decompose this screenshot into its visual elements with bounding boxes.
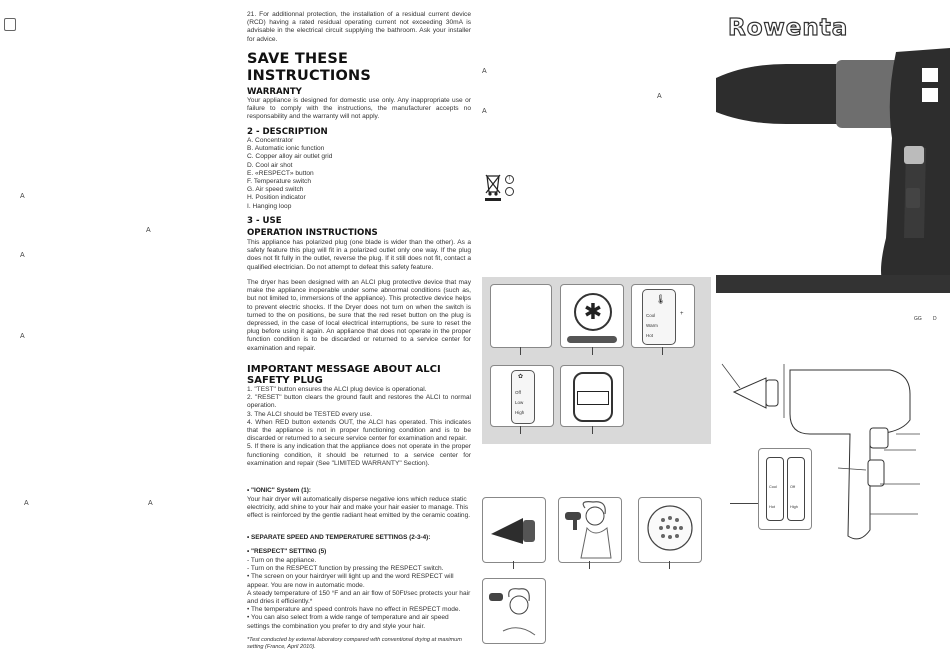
label-cool: Cool (646, 313, 656, 318)
fan-icon: ✿ (518, 374, 524, 380)
warranty-title: WARRANTY (247, 87, 302, 97)
leader-line (730, 503, 758, 504)
respect-screen (567, 336, 617, 343)
temperature-panel (642, 289, 676, 345)
label-warm: Warm (646, 323, 658, 328)
figure-drying-box (558, 497, 622, 563)
alci-item: 1. "TEST" button ensures the ALCI plug device is operational. (247, 386, 427, 393)
description-item: C. Copper alloy air outlet grid (247, 153, 333, 161)
label-hot: Hot (646, 333, 654, 338)
description-item: G. Air speed switch (247, 186, 304, 194)
weee-recycle-icon (483, 172, 503, 202)
respect-line: A steady temperature of 150 °F and an air flow of 50Ft/sec protects your hair and dries it efficiently.* (247, 589, 471, 606)
thermometer-icon: 🌡 (655, 294, 667, 304)
control-panel-inset (758, 448, 812, 530)
corner-tab (4, 18, 16, 31)
ionic-title: • "IONIC" System (1): (247, 487, 312, 494)
margin-mark: A (482, 68, 487, 75)
figure-speed-box (490, 365, 554, 427)
plus-icon: + (680, 311, 684, 317)
figure-panel (482, 277, 711, 444)
operation-title: OPERATION INSTRUCTIONS (247, 228, 378, 238)
inset-label-high: High (790, 505, 798, 509)
separate-settings-title: • SEPARATE SPEED AND TEMPERATURE SETTINGS (2-3-4): (247, 534, 431, 541)
inset-speed-switch (787, 457, 805, 521)
figure-diffuser-box (638, 497, 702, 563)
description-item: A. Concentrator (247, 137, 294, 144)
leader-line (520, 426, 521, 434)
figure-respect-box (560, 284, 624, 348)
rowenta-logo: Rowenta (728, 15, 849, 41)
alci-item: 5. If there is any indication that the appliance does not operate in the proper functioning condition, it should be returned to a service center for examination and repair (See "LIMITED WARRANTY" Section). (247, 443, 471, 467)
respect-line: - Turn on the RESPECT function by pressing the RESPECT switch. (247, 565, 444, 573)
figure-concentrator-box (482, 497, 546, 563)
respect-line: • You can also select from a wide range of temperature and air speed settings the combination you prefer to dry and style your hair. (247, 614, 449, 630)
figure-slider-box (560, 365, 624, 427)
figure-temperature-box (631, 284, 695, 348)
slider-window (577, 391, 609, 405)
description-item: B. Automatic ionic function (247, 145, 325, 153)
inset-temp-switch (766, 457, 784, 521)
save-instructions-title: SAVE THESE INSTRUCTIONS (247, 51, 372, 84)
alci-item: 4. When RED button extends OUT, the ALCI has operated. This indicates that the appliance is not in proper functioning condition and is to be discarded or returned to a secure service center for examination and repair. (247, 418, 471, 443)
leader-line (592, 426, 593, 434)
operation-text-2: The dryer has been designed with an ALCI plug protective device that may make the appliance inoperable under some abnormal conditions (such as, but not limited to, immersions of the appliance). This protective device helps to prevent electric shocks. If the Dryer does not turn on when the switch is turned to the on positions, be sure that the red reset button on the plug is depressed, in the case of local electrical interruptions, be sure to reset the plug before using it again. An appliance that does not operate in the proper function condition is to be discarded or returned to a service center for examination and repair. (247, 279, 471, 352)
respect-line: • The temperature and speed controls have no effect in RESPECT mode. (247, 606, 461, 614)
margin-mark: A (20, 193, 25, 200)
alci-item: 3. The ALCI should be TESTED every use. (247, 410, 373, 418)
alci-list (247, 386, 471, 468)
margin-mark: A (482, 108, 487, 115)
inset-label-off: Off (790, 485, 795, 489)
respect-button: ✱ (574, 293, 612, 331)
slider-housing (573, 372, 613, 422)
leader-line (592, 347, 593, 355)
margin-mark: A (20, 252, 25, 259)
ionic-text: Your hair dryer will automatically disperse negative ions which reduce static electricity, add shine to your hair and make your hair easier to manage. This effect is reinforced by the gentle radiant heat emitted by the ceramic coating. (247, 496, 471, 520)
inset-label-hot: Hot (769, 505, 775, 509)
info-icon: ! (505, 175, 514, 184)
leader-line (589, 561, 590, 569)
margin-mark: A (20, 333, 25, 340)
description-item: I. Hanging loop (247, 202, 292, 210)
use-title: 3 - USE (247, 216, 282, 226)
leader-line (520, 347, 521, 355)
label-off: Off (515, 390, 521, 395)
margin-mark: A (24, 500, 29, 507)
description-item: E. «RESPECT» button (247, 169, 314, 177)
description-item: D. Cool air shot (247, 161, 293, 169)
figure-1-box (490, 284, 552, 348)
margin-mark: A (146, 227, 151, 234)
leader-line (513, 561, 514, 569)
footnote: *Test conducted by external laboratory compared with conventional drying at maximum setting (France, April 2010). (247, 637, 462, 651)
dark-bar (716, 275, 950, 293)
rcd-note: 21. For additionnal protection, the installation of a residual current device (RCD) having a rated residual operating current not exceeding 30mA is advisable in the electrical circuit supplying the bathroom. Ask your installer for advice. (247, 11, 471, 43)
label-low: Low (515, 400, 524, 405)
inset-label-cool: Cool (769, 485, 777, 489)
warranty-text: Your appliance is designed for domestic use only. Any inappropriate use or failure to comply with the instructions, the manufacturer accepts no responsability and the warranty will not apply. (247, 97, 471, 121)
speed-panel (511, 370, 535, 424)
margin-mark: A (148, 500, 153, 507)
respect-line: • The screen on your hairdryer will light up and the word RESPECT will appear. You are now in automatic mode. (247, 573, 454, 589)
figure-styling-box (482, 578, 546, 644)
alci-item: 2. "RESET" button clears the ground fault and restores the ALCI to normal operation. (247, 394, 471, 410)
dryer-diagram (720, 360, 950, 550)
operation-text-1: This appliance has polarized plug (one blade is wider than the other). As a safety feature this plug will fit in a polarized outlet only one way. If the plug does not fit fully in the outlet, reverse the plug. If it still does not fit, contact a qualified electrician. Do not attempt to defeat this safety feature. (247, 239, 471, 271)
alci-title: IMPORTANT MESSAGE ABOUT ALCI SAFETY PLUG (247, 364, 441, 386)
hair-dryer-photo (716, 38, 950, 294)
respect-title: • "RESPECT" SETTING (5) (247, 548, 327, 555)
description-item: F. Temperature switch (247, 178, 312, 186)
respect-list (247, 557, 471, 631)
leader-line (669, 561, 670, 569)
side-lang-2: D (933, 316, 937, 322)
description-title: 2 - DESCRIPTION (247, 127, 328, 137)
description-item: H. Position indicator (247, 194, 306, 202)
margin-mark: A (657, 93, 662, 100)
side-lang-1: GG (914, 316, 922, 322)
respect-line: - Turn on the appliance. (247, 557, 317, 564)
label-high: High (515, 410, 525, 415)
recycle-icon (505, 187, 514, 196)
leader-line (662, 347, 663, 355)
description-list (247, 137, 471, 211)
